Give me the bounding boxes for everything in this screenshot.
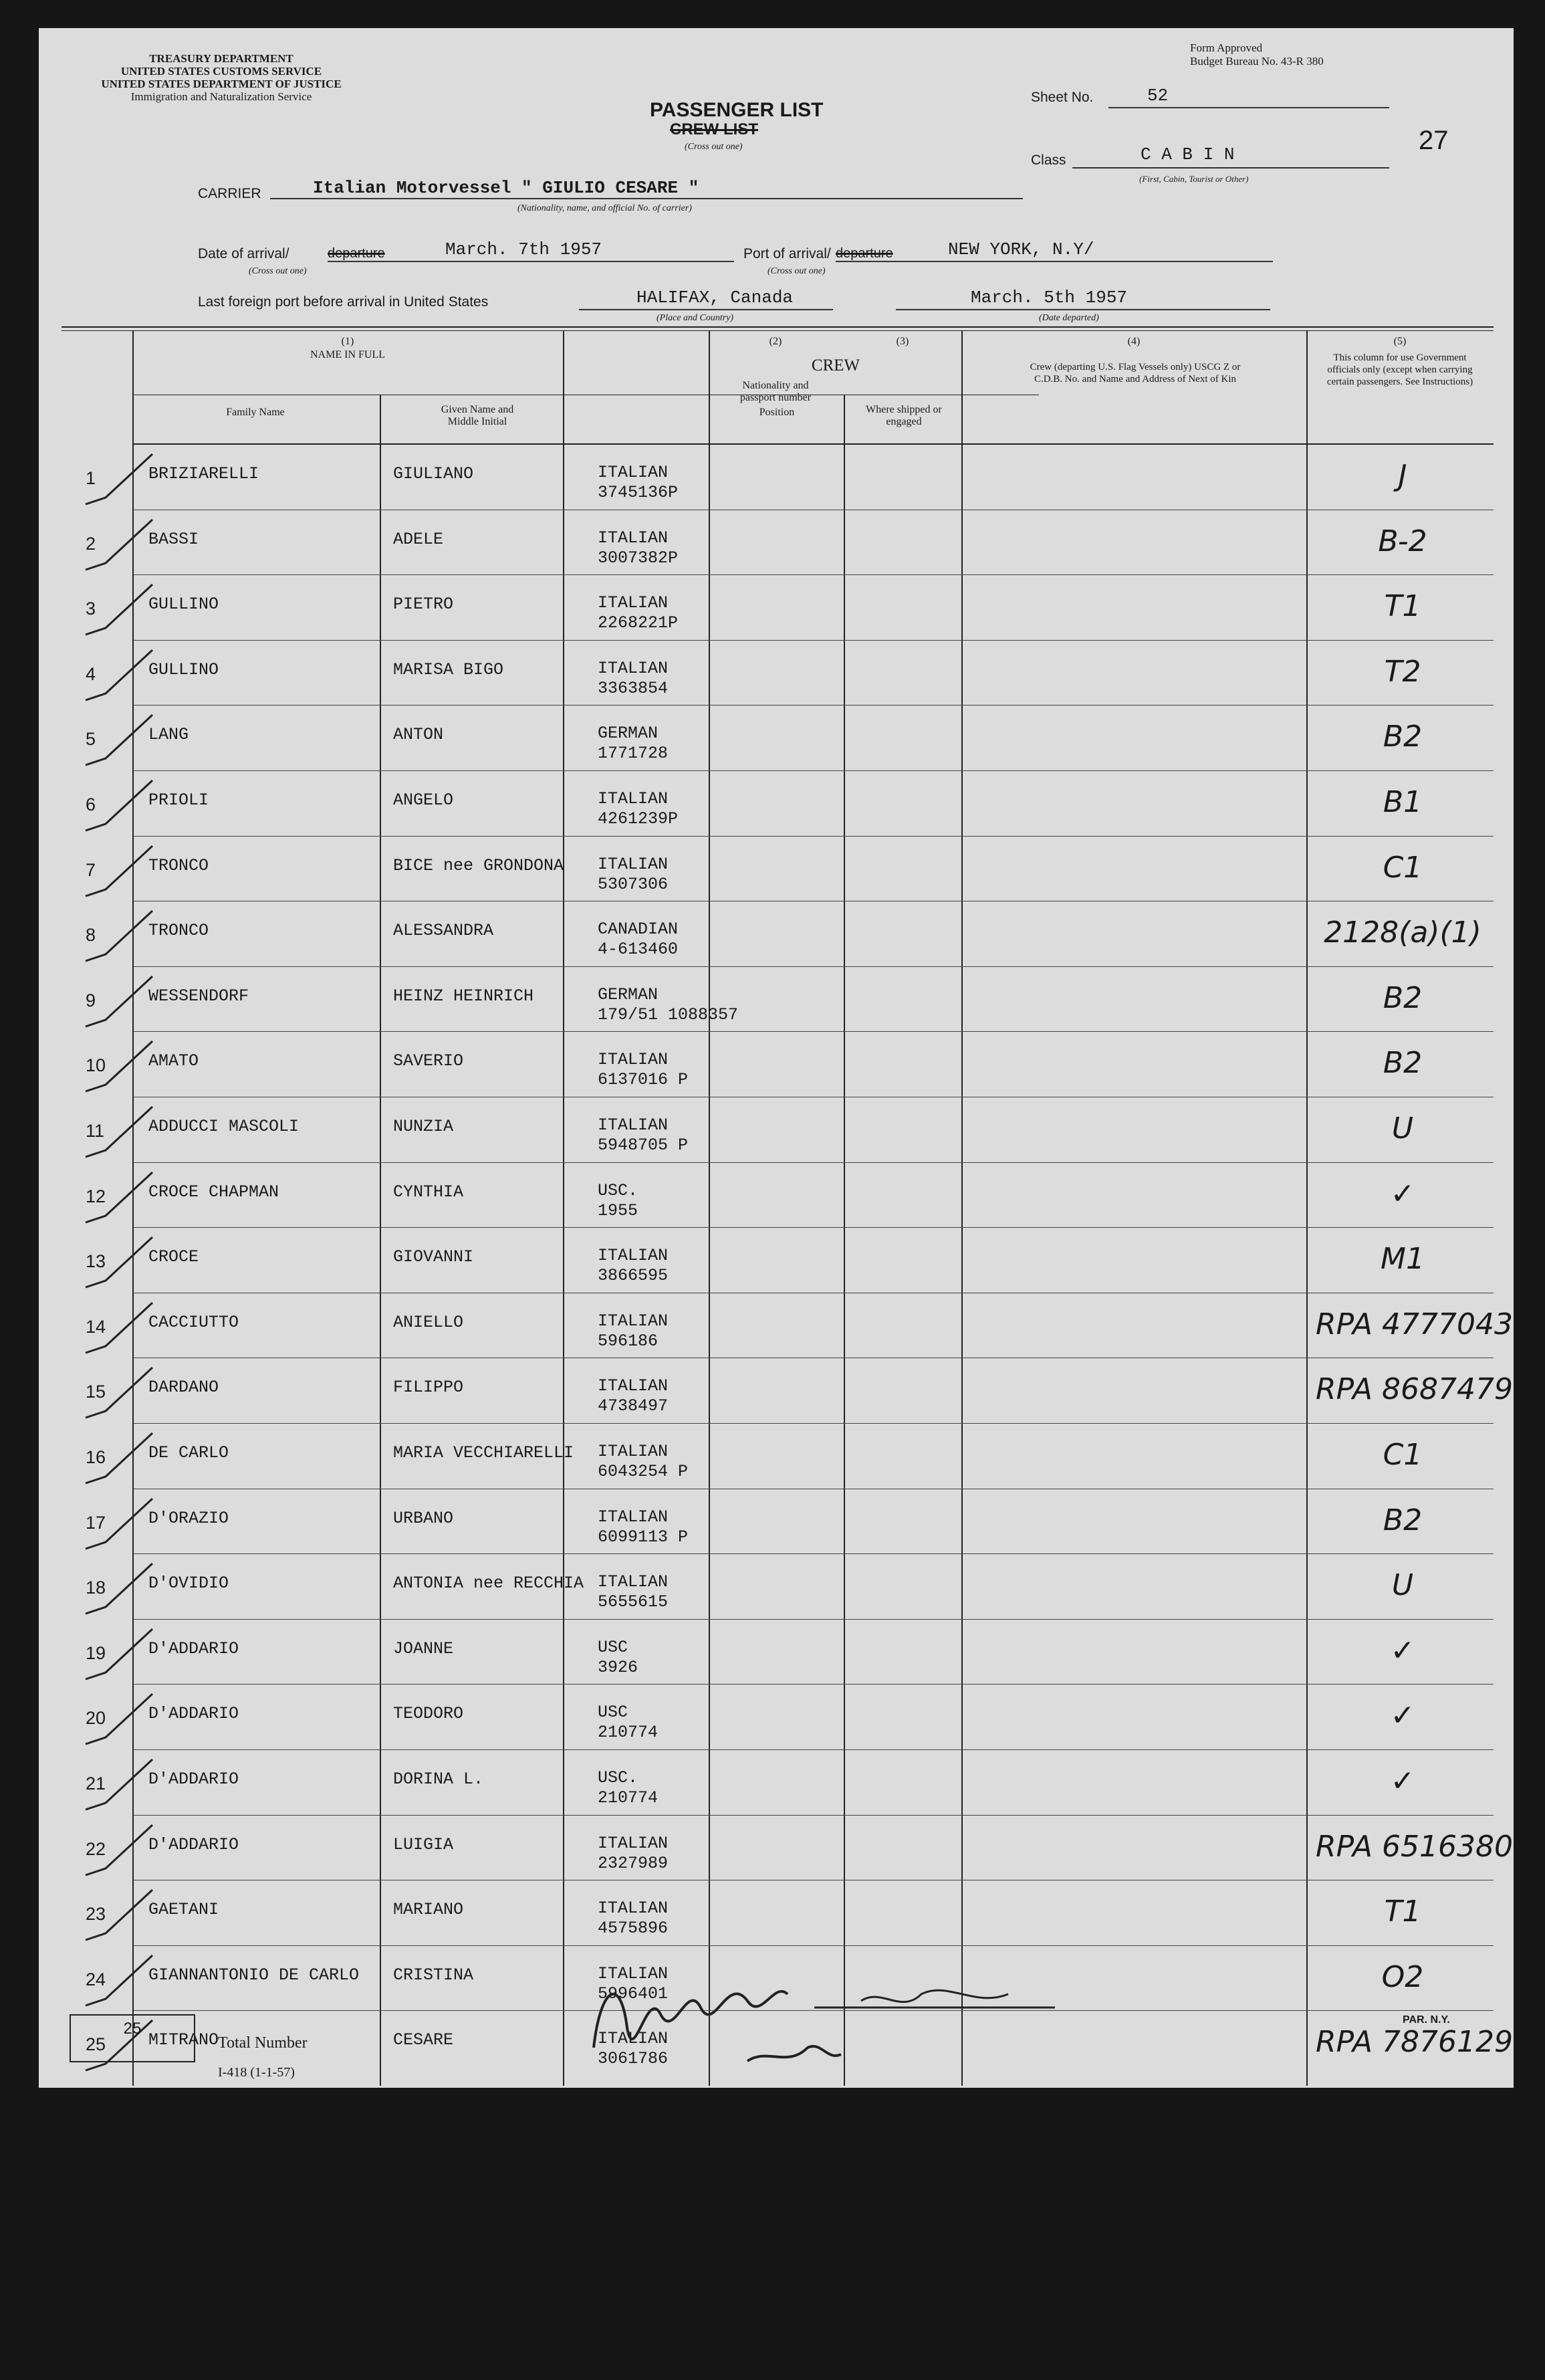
passport-number: 4738497 bbox=[598, 1396, 669, 1416]
col4-label: Crew (departing U.S. Flag Vessels only) USCG Z or C.D.B. No. and Name and Address of Next of Kin bbox=[1030, 362, 1241, 385]
crew-header: CREW bbox=[811, 356, 860, 374]
official-note: J bbox=[1398, 459, 1407, 493]
row-number: 5 bbox=[86, 729, 96, 750]
dept-line: UNITED STATES CUSTOMS SERVICE bbox=[120, 65, 322, 78]
table-row bbox=[86, 1815, 1513, 1881]
check-mark-icon bbox=[79, 843, 159, 903]
row-number: 13 bbox=[86, 1251, 106, 1272]
nationality: CANADIAN bbox=[598, 919, 679, 940]
check-mark-icon bbox=[79, 712, 159, 772]
class-value: C A B I N bbox=[1141, 144, 1235, 165]
table-row bbox=[86, 510, 1494, 576]
given-name: FILIPPO bbox=[393, 1378, 464, 1398]
given-name: CYNTHIA bbox=[393, 1182, 464, 1202]
row-number: 3 bbox=[86, 599, 96, 619]
date-departure-crossed: departure bbox=[328, 246, 385, 261]
nationality: ITALIAN bbox=[598, 1376, 669, 1396]
given-name-header: Given Name and Middle Initial bbox=[441, 404, 514, 427]
official-note: C1 bbox=[1383, 850, 1423, 885]
given-name: JOANNE bbox=[393, 1638, 454, 1658]
col3-number: (3) bbox=[896, 336, 909, 347]
nationality: ITALIAN bbox=[598, 463, 669, 482]
table-row bbox=[86, 1553, 1494, 1620]
dept-line: TREASURY DEPARTMENT bbox=[149, 52, 293, 65]
check-mark-icon bbox=[79, 907, 159, 968]
check-mark-icon bbox=[79, 1038, 159, 1098]
date-cross-note: (Cross out one) bbox=[249, 266, 307, 276]
nationality: USC. bbox=[598, 1768, 638, 1788]
table-row bbox=[86, 901, 1494, 967]
nationality: ITALIAN bbox=[598, 593, 669, 613]
table-row bbox=[86, 966, 1494, 1033]
given-name: ANGELO bbox=[393, 790, 454, 810]
family-name: GULLINO bbox=[148, 594, 219, 615]
sheet-number: 52 bbox=[1147, 86, 1169, 106]
carrier-value: Italian Motorvessel " GIULIO CESARE " bbox=[313, 178, 699, 198]
total-label: Total Number bbox=[218, 2034, 308, 2052]
given-name: MARIANO bbox=[393, 1900, 464, 1920]
official-note: U bbox=[1391, 1568, 1414, 1603]
nationality: ITALIAN bbox=[598, 2029, 669, 2049]
family-name: D'OVIDIO bbox=[148, 1574, 229, 1594]
family-name: WESSENDORF bbox=[148, 986, 249, 1006]
given-name: ANTON bbox=[393, 725, 444, 745]
check-mark-icon bbox=[79, 1560, 159, 1620]
check-mark-icon bbox=[79, 777, 159, 837]
nationality: GERMAN bbox=[598, 724, 659, 744]
nationality: ITALIAN bbox=[598, 1899, 669, 1919]
given-name: NUNZIA bbox=[393, 1117, 454, 1136]
col5-number: (5) bbox=[1393, 336, 1407, 347]
check-mark-icon bbox=[79, 1234, 159, 1294]
official-note: RPA 7876129 bbox=[1316, 2025, 1513, 2060]
table-row bbox=[86, 1489, 1494, 1555]
passport-number: 4575896 bbox=[598, 1919, 669, 1939]
given-name: DORINA L. bbox=[393, 1769, 484, 1789]
passport-number: 5307306 bbox=[598, 874, 669, 894]
table-row bbox=[86, 1162, 1494, 1228]
check-mark-icon bbox=[79, 1756, 159, 1816]
check-mark-icon bbox=[79, 647, 159, 707]
given-name: GIULIANO bbox=[393, 464, 474, 483]
official-note: M1 bbox=[1381, 1242, 1425, 1277]
row-number: 17 bbox=[86, 1512, 106, 1533]
port-cross-note: (Cross out one) bbox=[767, 266, 826, 276]
nationality: USC. bbox=[598, 1180, 638, 1200]
passport-number: 4-613460 bbox=[598, 940, 679, 960]
row-number: 12 bbox=[86, 1186, 106, 1206]
family-name: LANG bbox=[148, 725, 189, 745]
row-number: 11 bbox=[86, 1121, 105, 1141]
passport-number: 5996401 bbox=[598, 1983, 669, 2004]
official-note: B2 bbox=[1383, 1503, 1423, 1537]
row-number: 21 bbox=[86, 1773, 106, 1794]
par-note: PAR. N.Y. bbox=[1403, 2014, 1450, 2026]
family-name: ADDUCCI MASCOLI bbox=[148, 1117, 300, 1136]
official-note: O2 bbox=[1381, 1959, 1424, 1994]
given-name: CRISTINA bbox=[393, 1965, 474, 1985]
official-note: ✓ bbox=[1390, 1633, 1415, 1668]
row-number: 1 bbox=[86, 468, 96, 488]
given-name: GIOVANNI bbox=[393, 1247, 474, 1267]
given-name: BICE nee GRONDONA bbox=[393, 855, 564, 875]
dept-line: UNITED STATES DEPARTMENT OF JUSTICE bbox=[101, 78, 342, 90]
passport-number: 6137016 P bbox=[598, 1070, 689, 1090]
cross-out-note: (Cross out one) bbox=[685, 142, 743, 152]
given-name: TEODORO bbox=[393, 1704, 464, 1724]
row-number: 14 bbox=[86, 1316, 106, 1337]
passport-number: 1955 bbox=[598, 1200, 638, 1220]
official-note: B-2 bbox=[1378, 524, 1427, 558]
family-name: PRIOLI bbox=[148, 790, 209, 810]
check-mark-icon bbox=[79, 451, 159, 511]
table-row bbox=[86, 1227, 1494, 1293]
passport-number: 3061786 bbox=[598, 2049, 669, 2069]
family-name: TRONCO bbox=[148, 921, 209, 941]
official-note: RPA 8687479 bbox=[1316, 1372, 1513, 1407]
family-name: CACCIUTTO bbox=[148, 1312, 239, 1332]
carrier-label: CARRIER bbox=[198, 186, 261, 201]
table-row bbox=[86, 1684, 1494, 1750]
row-number: 24 bbox=[86, 1969, 106, 1989]
official-note: C1 bbox=[1383, 1438, 1423, 1472]
crew-list-crossed: CREW LIST bbox=[670, 120, 758, 138]
family-name: AMATO bbox=[148, 1051, 199, 1071]
check-mark-icon bbox=[79, 1299, 159, 1360]
nationality: ITALIAN bbox=[598, 528, 669, 548]
passport-number: 3007382P bbox=[598, 548, 679, 568]
table-row bbox=[86, 1293, 1513, 1359]
passport-number: 596186 bbox=[598, 1331, 659, 1351]
nationality: ITALIAN bbox=[598, 1246, 669, 1266]
nationality: ITALIAN bbox=[598, 658, 669, 678]
table-row bbox=[86, 836, 1494, 902]
col1-label: NAME IN FULL bbox=[310, 349, 385, 360]
row-number: 7 bbox=[86, 859, 96, 880]
official-note: T1 bbox=[1384, 1895, 1421, 1929]
official-note: ✓ bbox=[1390, 1764, 1415, 1798]
nationality: ITALIAN bbox=[598, 1115, 669, 1135]
family-name: CROCE CHAPMAN bbox=[148, 1182, 279, 1202]
row-number: 8 bbox=[86, 925, 96, 946]
department-header bbox=[64, 52, 378, 103]
nationality: ITALIAN bbox=[598, 1311, 669, 1331]
col5-label: This column for use Government officials only (except when carrying certain passengers. See Instructions) bbox=[1326, 352, 1473, 387]
family-name: D'ADDARIO bbox=[148, 1769, 239, 1789]
sheet-label: Sheet No. bbox=[1031, 90, 1094, 105]
check-mark-icon bbox=[79, 1364, 159, 1424]
table-row bbox=[86, 1097, 1494, 1163]
last-port-value: HALIFAX, Canada bbox=[636, 288, 794, 308]
passport-number: 210774 bbox=[598, 1788, 659, 1808]
check-mark-icon bbox=[79, 1691, 159, 1751]
passport-number: 3866595 bbox=[598, 1266, 669, 1286]
official-note: 2128(a)(1) bbox=[1324, 915, 1481, 950]
official-note: B2 bbox=[1383, 1046, 1423, 1081]
row-number: 2 bbox=[86, 533, 96, 554]
family-name: D'ADDARIO bbox=[148, 1834, 239, 1854]
passport-number: 4261239P bbox=[598, 809, 679, 829]
row-number: 10 bbox=[86, 1055, 106, 1076]
passport-number: 1771728 bbox=[598, 744, 669, 764]
family-name: GULLINO bbox=[148, 659, 219, 679]
given-name: PIETRO bbox=[393, 594, 454, 615]
port-arrival-label: Port of arrival/ bbox=[743, 246, 831, 261]
row-number: 18 bbox=[86, 1578, 106, 1598]
dept-line: Immigration and Naturalization Service bbox=[130, 90, 312, 103]
passport-number: 2268221P bbox=[598, 613, 679, 633]
check-mark-icon bbox=[79, 1626, 159, 1686]
family-name: GAETANI bbox=[148, 1900, 219, 1920]
shipped-header: Where shipped or engaged bbox=[866, 404, 942, 427]
total-value: 25 bbox=[123, 2020, 142, 2038]
given-name: URBANO bbox=[393, 1508, 454, 1528]
total-box bbox=[70, 2014, 195, 2062]
port-departure-crossed: departure bbox=[836, 246, 893, 261]
family-name: D'ADDARIO bbox=[148, 1704, 239, 1724]
row-number: 9 bbox=[86, 990, 96, 1010]
row-number: 4 bbox=[86, 663, 96, 684]
given-name: ADELE bbox=[393, 529, 444, 549]
official-note: B2 bbox=[1383, 720, 1423, 754]
family-name: DARDANO bbox=[148, 1378, 219, 1398]
nationality: USC bbox=[598, 1703, 628, 1723]
table-row bbox=[86, 640, 1494, 706]
list-title: PASSENGER LIST bbox=[650, 99, 824, 121]
family-name: CROCE bbox=[148, 1247, 199, 1267]
position-header: Position bbox=[759, 407, 795, 418]
passport-number: 5655615 bbox=[598, 1592, 669, 1612]
passport-number: 3745136P bbox=[598, 483, 679, 502]
nationality: GERMAN bbox=[598, 984, 659, 1004]
nationality: ITALIAN bbox=[598, 789, 669, 808]
manifest-sheet bbox=[39, 28, 1514, 2088]
row-number: 19 bbox=[86, 1642, 106, 1663]
form-approved: Form Approved bbox=[1190, 41, 1263, 54]
given-name: MARIA VECCHIARELLI bbox=[393, 1443, 574, 1463]
class-label: Class bbox=[1031, 152, 1066, 168]
passport-number: 3363854 bbox=[598, 678, 669, 698]
given-name: ALESSANDRA bbox=[393, 921, 494, 941]
nationality: ITALIAN bbox=[598, 1833, 669, 1853]
row-number: 20 bbox=[86, 1708, 106, 1729]
official-note: U bbox=[1391, 1111, 1414, 1146]
col4-number: (4) bbox=[1127, 336, 1141, 347]
passport-number: 2327989 bbox=[598, 1853, 669, 1873]
table-row bbox=[86, 1880, 1494, 1946]
nationality: ITALIAN bbox=[598, 1963, 669, 1983]
last-port-label: Last foreign port before arrival in United States bbox=[198, 294, 489, 310]
family-name: BASSI bbox=[148, 529, 199, 549]
class-note: (First, Cabin, Tourist or Other) bbox=[1139, 174, 1249, 184]
family-name: GIANNANTONIO DE CARLO bbox=[148, 1965, 360, 1985]
page-number: 27 bbox=[1419, 126, 1449, 155]
officer-signature bbox=[547, 1947, 1149, 2081]
nationality: ITALIAN bbox=[598, 1572, 669, 1592]
port-arrival-value: NEW YORK, N.Y/ bbox=[948, 239, 1094, 259]
table-row bbox=[86, 770, 1494, 837]
nationality: USC bbox=[598, 1637, 628, 1657]
check-mark-icon bbox=[79, 516, 159, 576]
col2-number: (2) bbox=[769, 336, 782, 347]
official-note: T1 bbox=[1384, 589, 1421, 624]
row-number: 16 bbox=[86, 1447, 106, 1467]
carrier-note: (Nationality, name, and official No. of carrier) bbox=[517, 203, 692, 213]
check-mark-icon bbox=[79, 1495, 159, 1555]
date-departed-note: (Date departed) bbox=[1039, 313, 1099, 323]
table-row bbox=[86, 1031, 1494, 1097]
check-mark-icon bbox=[79, 973, 159, 1033]
official-note: RPA 4777043 bbox=[1316, 1307, 1513, 1341]
given-name: SAVERIO bbox=[393, 1051, 464, 1071]
nationality: ITALIAN bbox=[598, 1050, 669, 1070]
family-name: D'ORAZIO bbox=[148, 1508, 229, 1528]
date-arrival-label: Date of arrival/ bbox=[198, 246, 289, 261]
passport-number: 6099113 P bbox=[598, 1527, 689, 1547]
family-name: BRIZIARELLI bbox=[148, 464, 259, 483]
table-row bbox=[86, 444, 1494, 510]
official-note: B1 bbox=[1383, 785, 1423, 819]
nationality: ITALIAN bbox=[598, 1507, 669, 1527]
table-row bbox=[86, 1358, 1513, 1424]
check-mark-icon bbox=[79, 1169, 159, 1229]
check-mark-icon bbox=[79, 1430, 159, 1490]
date-arrival-value: March. 7th 1957 bbox=[445, 239, 602, 259]
check-mark-icon bbox=[79, 1952, 159, 2012]
family-name: DE CARLO bbox=[148, 1443, 229, 1463]
given-name: CESARE bbox=[393, 2030, 454, 2050]
passport-number: 5948705 P bbox=[598, 1135, 689, 1155]
check-mark-icon bbox=[79, 1886, 159, 1947]
table-row bbox=[86, 1423, 1494, 1489]
form-number: I-418 (1-1-57) bbox=[218, 2065, 295, 2080]
check-mark-icon bbox=[79, 581, 159, 641]
family-name: MITRANO bbox=[148, 2030, 219, 2050]
row-number: 25 bbox=[86, 2034, 106, 2055]
given-name: ANTONIA nee RECCHIA bbox=[393, 1574, 584, 1594]
table-row bbox=[86, 705, 1494, 771]
row-number: 23 bbox=[86, 1904, 106, 1925]
check-mark-icon bbox=[79, 1103, 159, 1164]
family-name: D'ADDARIO bbox=[148, 1638, 239, 1658]
nationality: ITALIAN bbox=[598, 1442, 669, 1461]
date-departed-value: March. 5th 1957 bbox=[971, 288, 1128, 308]
given-name: HEINZ HEINRICH bbox=[393, 986, 534, 1006]
official-note: ✓ bbox=[1390, 1176, 1415, 1211]
table-row bbox=[86, 1619, 1494, 1685]
family-name: TRONCO bbox=[148, 855, 209, 875]
passport-number: 3926 bbox=[598, 1657, 638, 1677]
official-note: B2 bbox=[1383, 980, 1423, 1015]
given-name: LUIGIA bbox=[393, 1834, 454, 1854]
row-number: 6 bbox=[86, 794, 96, 815]
passport-number: 210774 bbox=[598, 1723, 659, 1743]
budget-bureau: Budget Bureau No. 43-R 380 bbox=[1190, 55, 1324, 68]
col1-number: (1) bbox=[341, 336, 354, 347]
passport-number: 6043254 P bbox=[598, 1462, 689, 1481]
official-note: T2 bbox=[1384, 654, 1421, 689]
nationality: ITALIAN bbox=[598, 854, 669, 874]
table-row bbox=[86, 1749, 1494, 1816]
family-name-header: Family Name bbox=[226, 407, 285, 418]
given-name: MARISA BIGO bbox=[393, 659, 504, 679]
official-note: RPA 6516380 bbox=[1316, 1829, 1513, 1864]
last-port-note: (Place and Country) bbox=[657, 313, 734, 323]
row-number: 15 bbox=[86, 1382, 106, 1402]
row-number: 22 bbox=[86, 1838, 106, 1859]
col2-label: Nationality and passport number bbox=[739, 380, 812, 403]
given-name: ANIELLO bbox=[393, 1312, 464, 1332]
table-row bbox=[86, 574, 1494, 641]
passport-number: 179/51 1088357 bbox=[598, 1004, 739, 1024]
official-note: ✓ bbox=[1390, 1699, 1415, 1733]
check-mark-icon bbox=[79, 1822, 159, 1882]
